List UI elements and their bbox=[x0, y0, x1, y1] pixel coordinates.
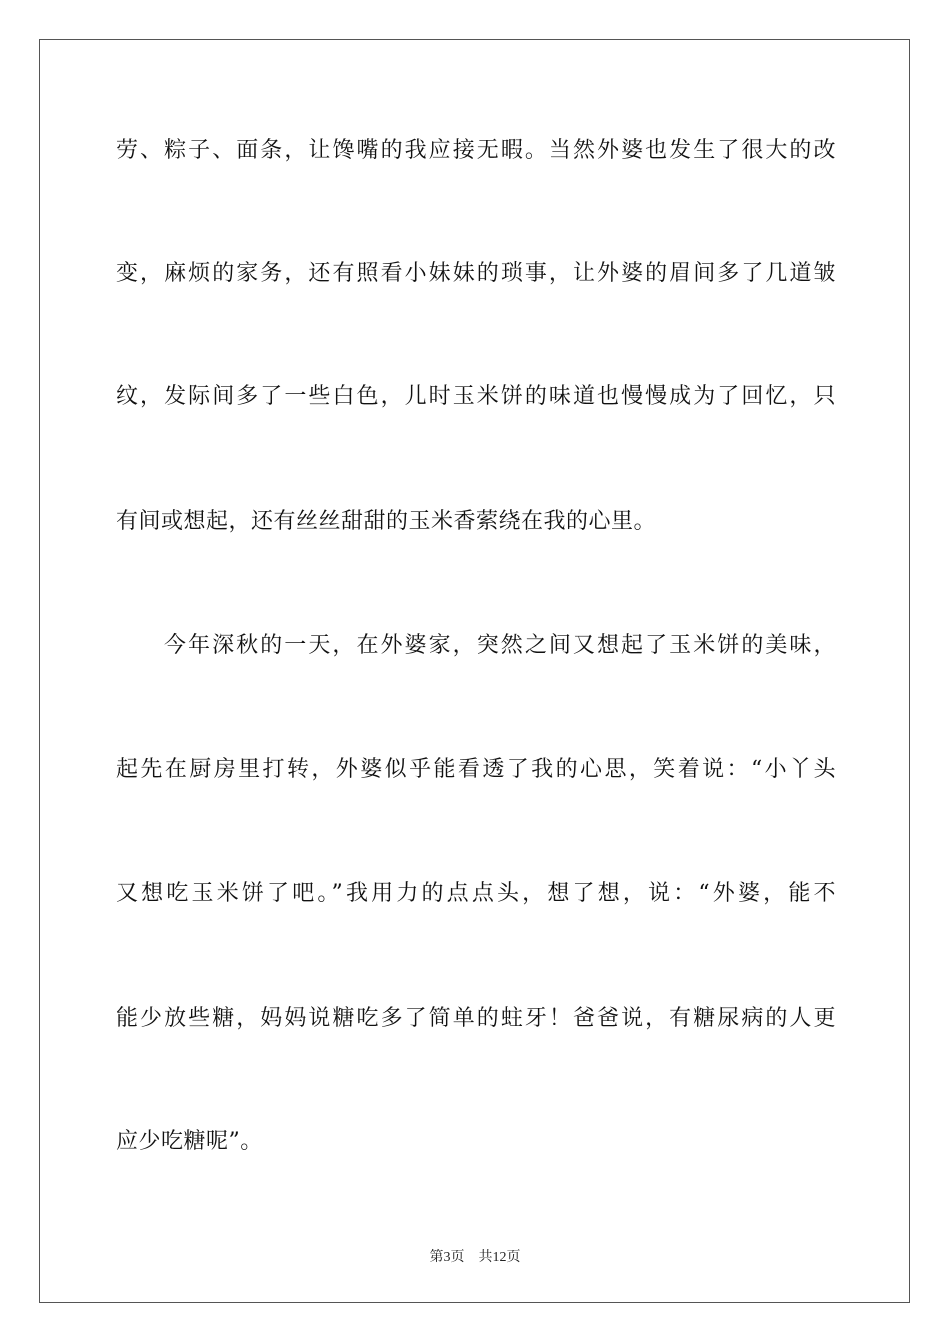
page-border bbox=[39, 39, 910, 1303]
text-line-9: 应少吃糖呢”。 bbox=[116, 1129, 263, 1154]
text-line-2: 变，麻烦的家务，还有照看小妹妹的琐事，让外婆的眉间多了几道皱 bbox=[116, 261, 836, 286]
text-line-7: 又想吃玉米饼了吧。”我用力的点点头，想了想，说：“外婆，能不 bbox=[116, 881, 836, 906]
text-line-6: 起先在厨房里打转，外婆似乎能看透了我的心思，笑着说：“小丫头 bbox=[116, 757, 836, 782]
text-line-8: 能少放些糖，妈妈说糖吃多了简单的蛀牙！爸爸说，有糖尿病的人更 bbox=[116, 1006, 836, 1031]
text-line-4: 有间或想起，还有丝丝甜甜的玉米香萦绕在我的心里。 bbox=[116, 509, 657, 534]
text-line-1: 劳、粽子、面条，让馋嘴的我应接无暇。当然外婆也发生了很大的改 bbox=[116, 138, 836, 163]
page-number: 第3页 bbox=[429, 1250, 465, 1265]
page-total: 共12页 bbox=[478, 1250, 521, 1265]
text-line-5-indented: 今年深秋的一天，在外婆家，突然之间又想起了玉米饼的美味， bbox=[164, 633, 836, 658]
page-footer bbox=[0, 1246, 950, 1266]
text-line-3: 纹，发际间多了一些白色，儿时玉米饼的味道也慢慢成为了回忆，只 bbox=[116, 384, 836, 409]
